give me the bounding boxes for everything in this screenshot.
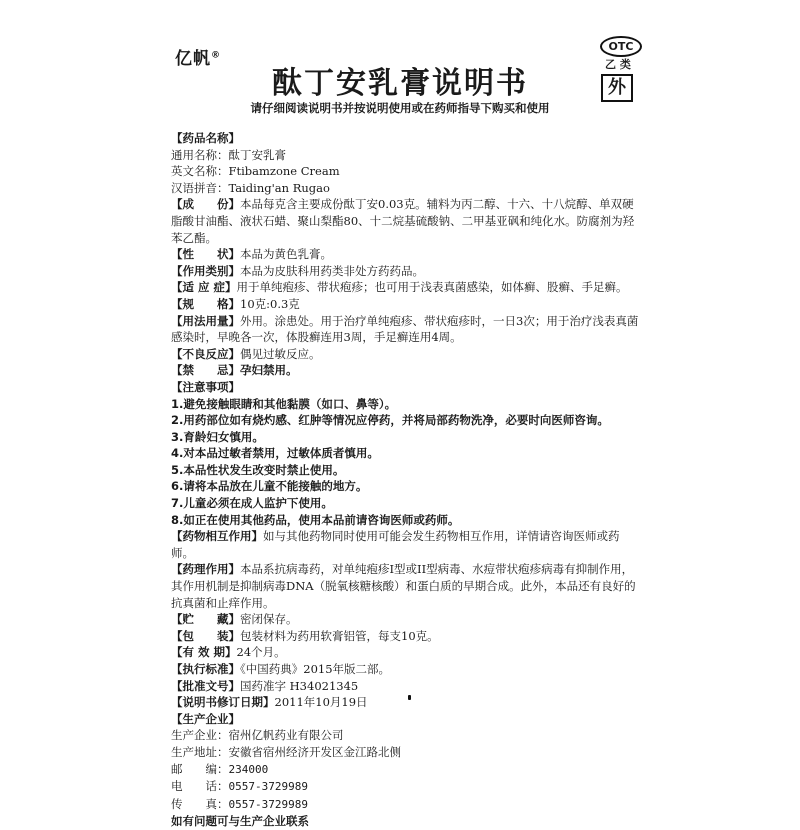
standard-text: 《中国药典》2015年版二部。	[240, 662, 391, 676]
interactions-heading: 【药物相互作用】	[171, 529, 263, 544]
validity-text: 24个月。	[236, 645, 286, 660]
appearance-text: 本品为黄色乳膏。	[240, 247, 332, 262]
composition-heading: 【成 份】	[171, 197, 240, 212]
precaution-item: 4.对本品过敏者禁用，过敏体质者慎用。	[171, 446, 379, 461]
validity-heading: 【有 效 期】	[171, 645, 237, 660]
storage-heading: 【贮 藏】	[171, 612, 240, 627]
precaution-item: 3.育龄妇女慎用。	[171, 429, 264, 444]
indications-section	[171, 279, 641, 296]
precautions-heading: 【注意事项】	[171, 379, 240, 394]
manufacturer-postcode	[171, 761, 641, 779]
phone-value: 0557-3729989	[228, 780, 308, 794]
otc-category: 乙 类	[605, 58, 631, 71]
print-speck	[408, 695, 411, 700]
company-label: 生产企业：	[171, 728, 229, 743]
pharmacology-text: 本品系抗病毒药，对单纯疱疹I型或II型病毒、水痘带状疱疹病毒有抑制作用，其作用机制是抑制病毒DNA（脱氧核糖核酸）和蛋白质的早期合成。此外，本品还有良好的抗真菌和止痒作用。	[171, 562, 636, 610]
approval-section	[171, 678, 641, 695]
manufacturer-address	[171, 744, 641, 761]
external-use-badge: 外	[601, 74, 633, 102]
composition-text: 本品每克含主要成份酞丁安0.03克。辅料为丙二醇、十六、十八烷醇、单双硬脂酸甘油酯、液状石蜡、聚山梨酯80、十二烷基硫酸钠、二甲基亚砜和纯化水。防腐剂为羟苯乙酯。	[171, 197, 635, 245]
postcode-value: 234000	[228, 762, 269, 776]
spec-section	[171, 296, 641, 313]
manufacturer-company	[171, 727, 641, 744]
adverse-heading: 【不良反应】	[171, 346, 240, 361]
usage-notice: 请仔细阅读说明书并按说明使用或在药师指导下购买和使用	[250, 101, 550, 115]
page-title: 酞丁安乳膏说明书	[272, 66, 528, 101]
appearance-heading: 【性 状】	[171, 247, 240, 262]
adverse-section	[171, 346, 641, 363]
category-text: 本品为皮肤科用药类非处方药药品。	[240, 263, 424, 278]
packaging-text: 包装材料为药用软膏铝管，每支10克。	[240, 628, 439, 643]
fax-value: 0557-3729989	[228, 797, 308, 811]
indications-heading: 【适 应 症】	[171, 280, 237, 295]
precaution-item: 1.避免接触眼睛和其他黏膜（如口、鼻等）。	[171, 396, 397, 411]
indications-text: 用于单纯疱疹、带状疱疹；也可用于浅表真菌感染，如体癣、股癣、手足癣。	[236, 280, 628, 295]
composition-section	[171, 196, 641, 246]
interactions-section	[171, 528, 641, 561]
pharmacology-heading: 【药理作用】	[171, 562, 240, 577]
storage-text: 密闭保存。	[240, 612, 298, 627]
spec-heading: 【规 格】	[171, 296, 240, 311]
phone-label: 电 话：	[171, 779, 229, 794]
contra-heading: 【禁 忌】	[171, 363, 240, 378]
manufacturer-heading: 【生产企业】	[171, 711, 240, 726]
revision-heading: 【说明书修订日期】	[171, 695, 275, 710]
revision-section	[171, 694, 641, 711]
validity-section	[171, 644, 641, 661]
contra-section	[171, 362, 641, 379]
manufacturer-fax	[171, 796, 641, 814]
precaution-item: 6.请将本品放在儿童不能接触的地方。	[171, 479, 368, 494]
address-text: 安徽省宿州经济开发区金江路北侧	[228, 744, 401, 759]
precaution-item: 7.儿童必须在成人监护下使用。	[171, 496, 333, 511]
manufacturer-phone	[171, 778, 641, 796]
usage-text: 外用。涂患处。用于治疗单纯疱疹、带状疱疹时，一日3次；用于治疗浅表真菌感染时，早晚各一次，体股癣连用3周，手足癣连用4周。	[171, 313, 639, 345]
pinyin-name: 汉语拼音：Taiding'an Rugao	[171, 180, 330, 195]
standard-section	[171, 661, 641, 678]
standard-heading: 【执行标准】	[171, 662, 240, 676]
category-heading: 【作用类别】	[171, 263, 240, 278]
brand-name: 亿帆	[175, 49, 211, 69]
adverse-text: 偶见过敏反应。	[240, 346, 321, 361]
generic-name: 通用名称：酞丁安乳膏	[171, 147, 286, 162]
registered-mark: ®	[211, 50, 221, 61]
usage-section	[171, 313, 641, 346]
pharmacology-section	[171, 561, 641, 611]
footer-contact-note: 如有问题可与生产企业联系	[171, 814, 309, 829]
packaging-section	[171, 628, 641, 645]
drug-name-heading: 【药品名称】	[171, 131, 240, 145]
approval-heading: 【批准文号】	[171, 678, 240, 693]
packaging-heading: 【包 装】	[171, 628, 240, 643]
english-name: 英文名称：Ftibamzone Cream	[171, 164, 340, 179]
spec-text: 10克:0.3克	[240, 296, 300, 311]
storage-section	[171, 611, 641, 628]
otc-badge: OTC	[600, 36, 642, 57]
precaution-item: 2.用药部位如有烧灼感、红肿等情况应停药，并将局部药物洗净，必要时向医师咨询。	[171, 413, 609, 428]
contra-text: 孕妇禁用。	[240, 363, 298, 378]
appearance-section	[171, 246, 641, 263]
interactions-text: 如与其他药物同时使用可能会发生药物相互作用，详情请咨询医师或药师。	[171, 529, 620, 560]
usage-heading: 【用法用量】	[171, 313, 240, 328]
category-section	[171, 263, 641, 280]
leaflet-body	[171, 130, 641, 830]
fax-label: 传 真：	[171, 796, 229, 811]
postcode-label: 邮 编：	[171, 761, 229, 776]
precaution-item: 8.如正在使用其他药品，使用本品前请咨询医师或药师。	[171, 512, 460, 527]
precaution-item: 5.本品性状发生改变时禁止使用。	[171, 462, 345, 477]
company-name: 宿州亿帆药业有限公司	[228, 728, 344, 743]
address-label: 生产地址：	[171, 744, 229, 759]
approval-text: 国药准字 H34021345	[240, 678, 359, 693]
revision-text: 2011年10月19日	[274, 695, 368, 710]
